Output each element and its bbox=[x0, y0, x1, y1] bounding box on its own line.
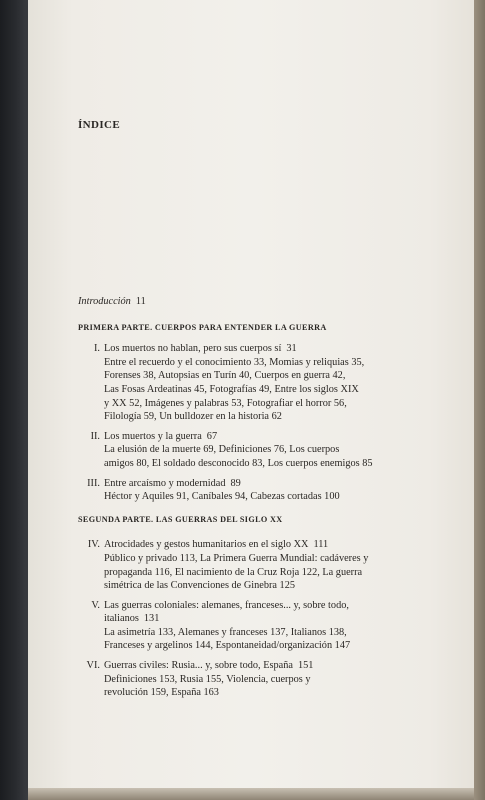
page-edge-bottom bbox=[28, 788, 474, 800]
section-line: Definiciones 153, Rusia 155, Violencia, cuerpos y bbox=[104, 673, 311, 685]
page-edge-right bbox=[474, 0, 485, 800]
table-of-contents bbox=[78, 295, 398, 706]
chapter-title: Atrocidades y gestos humanitarios en el siglo XX bbox=[104, 539, 309, 551]
chapter-entry bbox=[78, 477, 398, 504]
chapter-page: 89 bbox=[230, 477, 241, 489]
intro-title: Introducción bbox=[78, 296, 131, 307]
chapter-entry bbox=[78, 538, 398, 592]
section-line: La elusión de la muerte 69, Definiciones 76, Los cuerpos bbox=[104, 444, 340, 456]
chapter-numeral: I. bbox=[93, 343, 100, 355]
part-title: PRIMERA PARTE. CUERPOS PARA ENTENDER LA GUERRA bbox=[78, 322, 327, 332]
section-line: simétrica de las Convenciones de Ginebra 125 bbox=[104, 580, 296, 592]
chapter-title: Los muertos no hablan, pero sus cuerpos sí bbox=[104, 343, 282, 355]
chapter-title: Guerras civiles: Rusia... y, sobre todo, España bbox=[104, 660, 293, 672]
chapter-numeral: II. bbox=[90, 430, 100, 442]
section-line: amigos 80, El soldado desconocido 83, Los cuerpos enemigos 85 bbox=[104, 457, 373, 469]
show-through-text bbox=[58, 118, 438, 278]
chapter-page: 111 bbox=[313, 539, 329, 551]
chapter-entry bbox=[78, 342, 398, 424]
section-line: La asimetría 133, Alemanes y franceses 137, Italianos 138, bbox=[104, 626, 347, 638]
section-line: revolución 159, España 163 bbox=[104, 687, 219, 699]
chapter-entry bbox=[78, 430, 398, 471]
chapter-numeral: V. bbox=[91, 599, 100, 611]
chapter-numeral: IV. bbox=[87, 539, 100, 551]
section-line: Forenses 38, Autopsias en Turín 40, Cuerpos en guerra 42, bbox=[104, 370, 346, 382]
book-spine bbox=[0, 0, 30, 800]
chapter-title-cont: italianos bbox=[104, 613, 139, 625]
intro-page: 11 bbox=[135, 296, 146, 307]
section-line: Las Fosas Ardeatinas 45, Fotografías 49, Entre los siglos XIX bbox=[104, 383, 359, 395]
part-title: SEGUNDA PARTE. LAS GUERRAS DEL SIGLO XX bbox=[78, 514, 283, 524]
chapter-page: 67 bbox=[206, 430, 218, 442]
section-line: Entre el recuerdo y el conocimiento 33, Momias y reliquias 35, bbox=[104, 356, 365, 368]
section-line: Franceses y argelinos 144, Espontaneidad/organización 147 bbox=[104, 640, 351, 652]
page-title: ÍNDICE bbox=[78, 119, 121, 131]
chapter-title: Las guerras coloniales: alemanes, franceses... y, sobre todo, bbox=[104, 599, 349, 611]
chapter-title: Entre arcaísmo y modernidad bbox=[104, 477, 226, 489]
chapter-numeral: VI. bbox=[86, 660, 100, 672]
section-line: propaganda 116, El nacimiento de la Cruz Roja 122, La guerra bbox=[104, 566, 363, 578]
section-line: Filología 59, Un bulldozer en la historia 62 bbox=[104, 411, 282, 423]
chapter-entry bbox=[78, 659, 398, 700]
section-line: Público y privado 113, La Primera Guerra Mundial: cadáveres y bbox=[104, 552, 369, 564]
chapter-page: 31 bbox=[286, 343, 297, 355]
chapter-title-continued bbox=[78, 612, 398, 626]
chapter-page: 151 bbox=[297, 660, 314, 672]
chapter-title: Los muertos y la guerra bbox=[104, 430, 202, 442]
chapter-entry bbox=[78, 599, 398, 653]
chapter-numeral: III. bbox=[87, 477, 100, 489]
section-line: y XX 52, Imágenes y palabras 53, Fotografiar el horror 56, bbox=[104, 397, 347, 409]
chapter-page: 131 bbox=[143, 613, 160, 625]
toc-intro bbox=[78, 295, 398, 309]
section-line: Héctor y Aquiles 91, Caníbales 94, Cabezas cortadas 100 bbox=[104, 491, 340, 503]
